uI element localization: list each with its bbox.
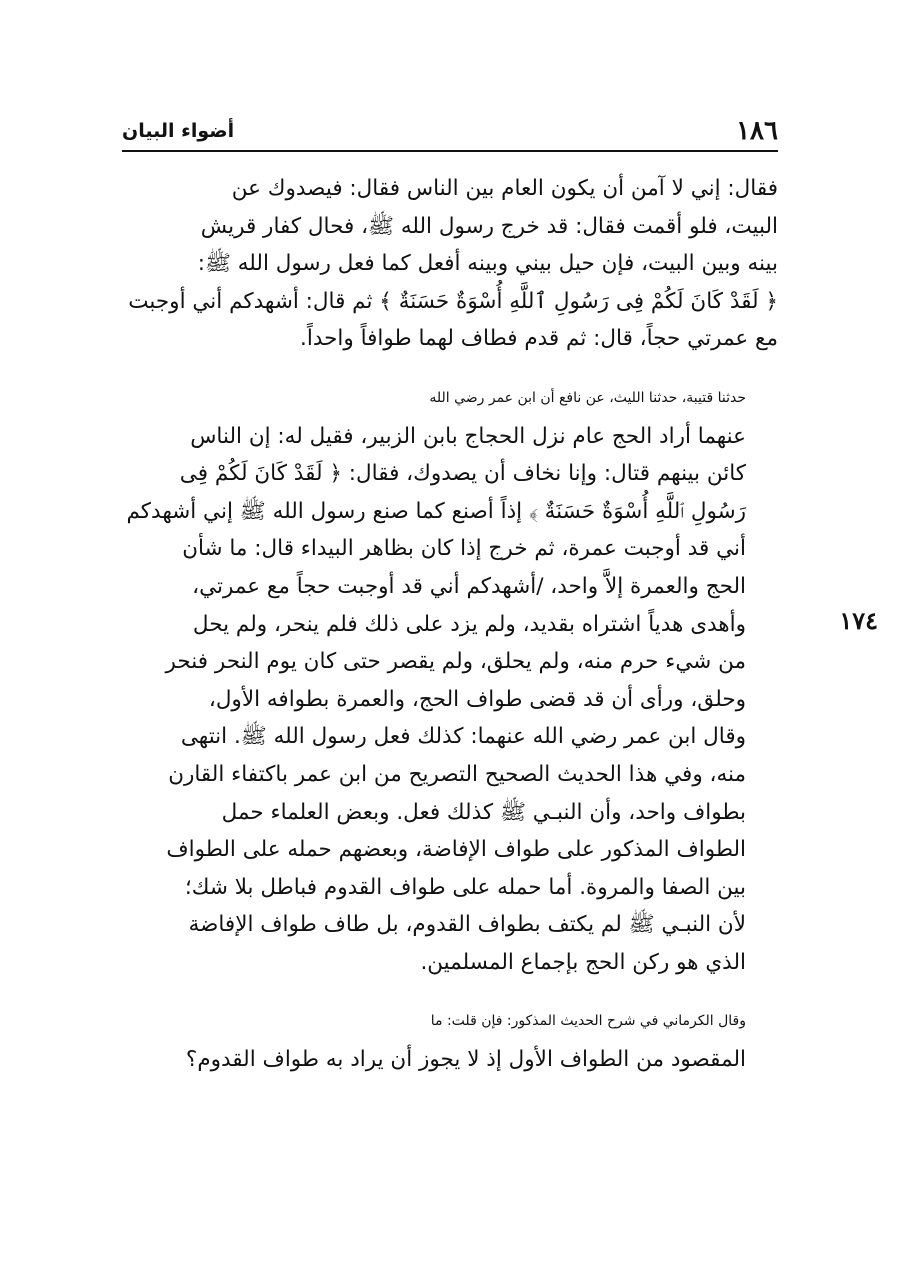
running-title: أضواء البيان	[122, 120, 235, 142]
text-line: رَسُولِ ٱللَّهِ أُسْوَةٌ حَسَنَةٌ ﴾ إذاً أصنع كما صنع رسول الله ﷺ إني أشهدكم	[126, 498, 746, 524]
text-line: مع عمرتي حجاً، قال: ثم قدم فطاف لهما طوافاً واحداً.	[300, 326, 778, 352]
text-line: منه، وفي هذا الحديث الصحيح التصريح من ابن عمر باكتفاء القارن	[168, 761, 746, 787]
text-line: بطواف واحد، وأن النبـي ﷺ كذلك فعل. وبعض العلماء حمل	[221, 799, 746, 825]
body-text	[122, 170, 778, 1101]
text-line: حدثنا قتيبة، حدثنا الليث، عن نافع أن ابن عمر رضي الله	[429, 389, 746, 406]
text-line: وأهدى هدياً اشتراه بقديد، ولم يزد على ذلك فلم ينحر، ولم يحل	[192, 611, 746, 637]
text-line: من شيء حرم منه، ولم يحلق، ولم يقصر حتى كان يوم النحر فنحر	[165, 649, 746, 675]
text-line: أني قد أوجبت عمرة، ثم خرج إذا كان بظاهر البيداء قال: ما شأن	[182, 536, 746, 562]
text-line: عنهما أراد الحج عام نزل الحجاج بابن الزبير، فقيل له: إن الناس	[190, 423, 746, 449]
text-line: لأن النبـي ﷺ لم يكتف بطواف القدوم، بل طاف طواف الإفاضة	[188, 912, 746, 938]
text-line: بين الصفا والمروة. أما حمله على طواف القدوم فباطل بلا شك؛	[184, 874, 746, 900]
text-line: الطواف المذكور على طواف الإفاضة، وبعضهم حمله على الطواف	[166, 837, 746, 863]
paragraph	[122, 380, 778, 982]
text-line: بينه وبين البيت، فإن حيل بيني وبينه أفعل كما فعل رسول الله ﷺ:	[197, 251, 778, 277]
page-number: ١٨٦	[736, 116, 778, 146]
paragraph	[122, 170, 778, 358]
paragraph	[122, 1003, 778, 1078]
text-line: ﴿ لَقَدْ كَانَ لَكُمْ فِى رَسُولِ ٱللَّهِ أُسْوَةٌ حَسَنَةٌ ﴾ ثم قال: أشهدكم أني أوجبت	[128, 288, 778, 314]
text-line: الذي هو ركن الحج بإجماع المسلمين.	[420, 949, 746, 975]
text-line: فقال: إني لا آمن أن يكون العام بين الناس فقال: فيصدوك عن	[231, 176, 778, 201]
page-header	[122, 112, 778, 152]
text-line: وقال ابن عمر رضي الله عنهما: كذلك فعل رسول الله ﷺ. انتهى	[180, 724, 746, 750]
text-line: كائن بينهم قتال: وإنا نخاف أن يصدوك، فقال: ﴿ لَقَدْ كَانَ لَكُمْ فِى	[179, 461, 746, 487]
text-line: البيت، فلو أقمت فقال: قد خرج رسول الله ﷺ، فحال كفار قريش	[200, 213, 778, 239]
text-line: وحلق، ورأى أن قد قضى طواف الحج، والعمرة بطوافه الأول،	[208, 686, 746, 712]
text-line: المقصود من الطواف الأول إذ لا يجوز أن يراد به طواف القدوم؟	[185, 1047, 746, 1073]
text-line: وقال الكرماني في شرح الحديث المذكور: فإن قلت: ما	[430, 1013, 746, 1030]
text-line: الحج والعمرة إلاَّ واحد، /أشهدكم أني قد أوجبت حجاً مع عمرتي،	[192, 573, 746, 599]
margin-page-reference: ١٧٤	[839, 606, 878, 635]
